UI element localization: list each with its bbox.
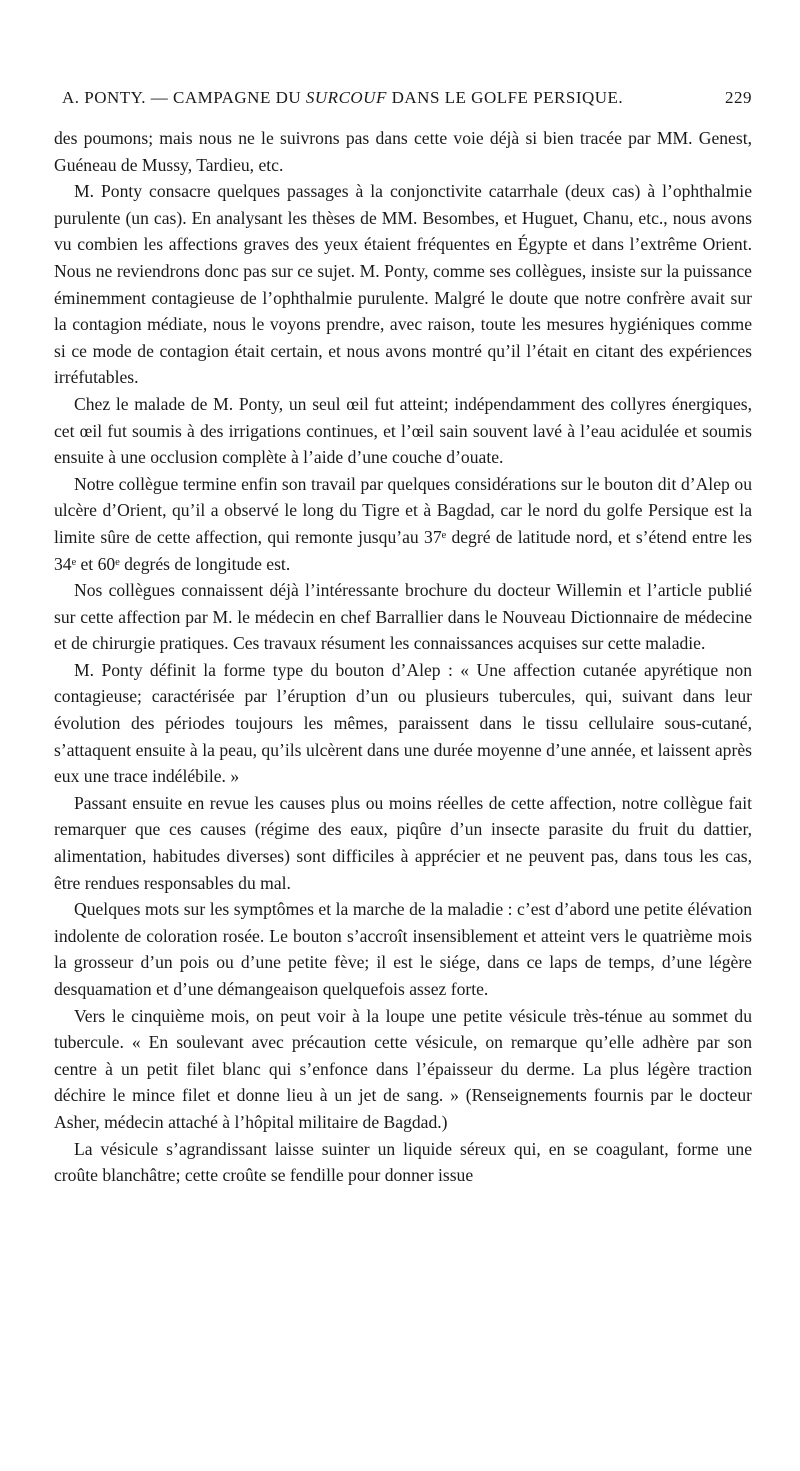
paragraph-3: Chez le malade de M. Ponty, un seul œil fut atteint; indépendamment des collyres énergiques, cet œil fut soumis à des irrigations continues, et l’œil sain souvent lavé à l’eau acidulée et soumis ensuite à une occlusion complète à l’aide d’une couche d’ouate. bbox=[54, 393, 752, 468]
paragraph-4: Notre collègue termine enfin son travail par quelques considérations sur le bouton dit d’Alep ou ulcère d’Orient, qu’il a observé le long du Tigre et à Bagdad, car le nord du golfe Persique est la limite sûre de cette affection, qui remonte jusqu’au 37ᵉ degré de latitude nord, et s’étend entre les 34ᵉ et 60ᵉ degrés de longitude est. bbox=[54, 473, 752, 574]
paragraph-8: Quelques mots sur les symptômes et la marche de la maladie : c’est d’abord une petite élévation indolente de coloration rosée. Le bouton s’accroît insensiblement et atteint vers le quatrième mois la grosseur d’un pois ou d’une petite fève; il est le siége, dans ce laps de temps, d’une légère desquamation et d’une démangeaison quelquefois assez forte. bbox=[54, 899, 752, 999]
paragraph-6: M. Ponty définit la forme type du bouton d’Alep : « Une affection cutanée apyrétique non contagieuse; caractérisée par l’éruption d’un ou plusieurs tubercules, qui, suivant dans leur évolution des périodes toujours les mêmes, paraissent dans le tissu cellulaire sous-cutané, s’attaquent ensuite à la peau, qu’ils ulcèrent dans une durée moyenne d’une année, et laissent après eux une trace indélébile. » bbox=[54, 659, 752, 787]
paragraph-9: Vers le cinquième mois, on peut voir à la loupe une petite vésicule très-ténue au sommet du tubercule. « En soulevant avec précaution cette vésicule, on remarque qu’elle adhère par son centre à un petit filet blanc qui s’enfonce dans l’épaisseur du derme. La plus légère traction déchire le mince filet et donne lieu à un jet de sang. » (Renseignements fournis par le docteur Asher, médecin attaché à l’hôpital militaire de Bagdad.) bbox=[54, 1005, 752, 1132]
paragraph-7: Passant ensuite en revue les causes plus ou moins réelles de cette affection, notre collègue fait remarquer que ces causes (régime des eaux, piqûre d’un insecte parasite du fruit du dattier, alimentation, habitudes diverses) sont difficiles à apprécier et ne peuvent pas, dans tous les cas, être rendues responsables du mal. bbox=[54, 792, 752, 893]
body-text bbox=[54, 125, 752, 1189]
paragraph-5: Nos collègues connaissent déjà l’intéressante brochure du docteur Willemin et l’article publié sur cette affection par M. le médecin en chef Barrallier dans le Nouveau Dictionnaire de médecine et de chirurgie pratiques. Ces travaux résument les connaissances acquises sur cette maladie. bbox=[54, 580, 752, 654]
page-number: 229 bbox=[725, 88, 752, 107]
running-head bbox=[62, 88, 752, 108]
ship-name: SURCOUF bbox=[305, 88, 387, 107]
running-title: A. PONTY. — CAMPAGNE DU SURCOUF DANS LE GOLFE PERSIQUE. bbox=[62, 88, 624, 107]
paragraph-10: La vésicule s’agrandissant laisse suinter un liquide séreux qui, en se coagulant, forme une croûte blanchâtre; cette croûte se fendille pour donner issue bbox=[54, 1138, 752, 1186]
paragraph-1: des poumons; mais nous ne le suivrons pas dans cette voie déjà si bien tracée par MM. Genest, Guéneau de Mussy, Tardieu, etc. bbox=[54, 128, 752, 175]
paragraph-2: M. Ponty consacre quelques passages à la conjonctivite catarrhale (deux cas) à l’ophthalmie purulente (un cas). En analysant les thèses de MM. Besombes, et Huguet, Chanu, etc., nous avons vu combien les affections graves des yeux étaient fréquentes en Égypte et dans l’extrême Orient. Nous ne reviendrons donc pas sur ce sujet. M. Ponty, comme ses collègues, insiste sur la puissance éminemment contagieuse de l’ophthalmie purulente. Malgré le doute que notre confrère avait sur la contagion médiate, nous le voyons prendre, avec raison, toute les mesures hygiéniques comme si ce mode de contagion était certain, et nous avons montré qu’il l’était en citant des expériences irréfutables. bbox=[54, 181, 752, 388]
